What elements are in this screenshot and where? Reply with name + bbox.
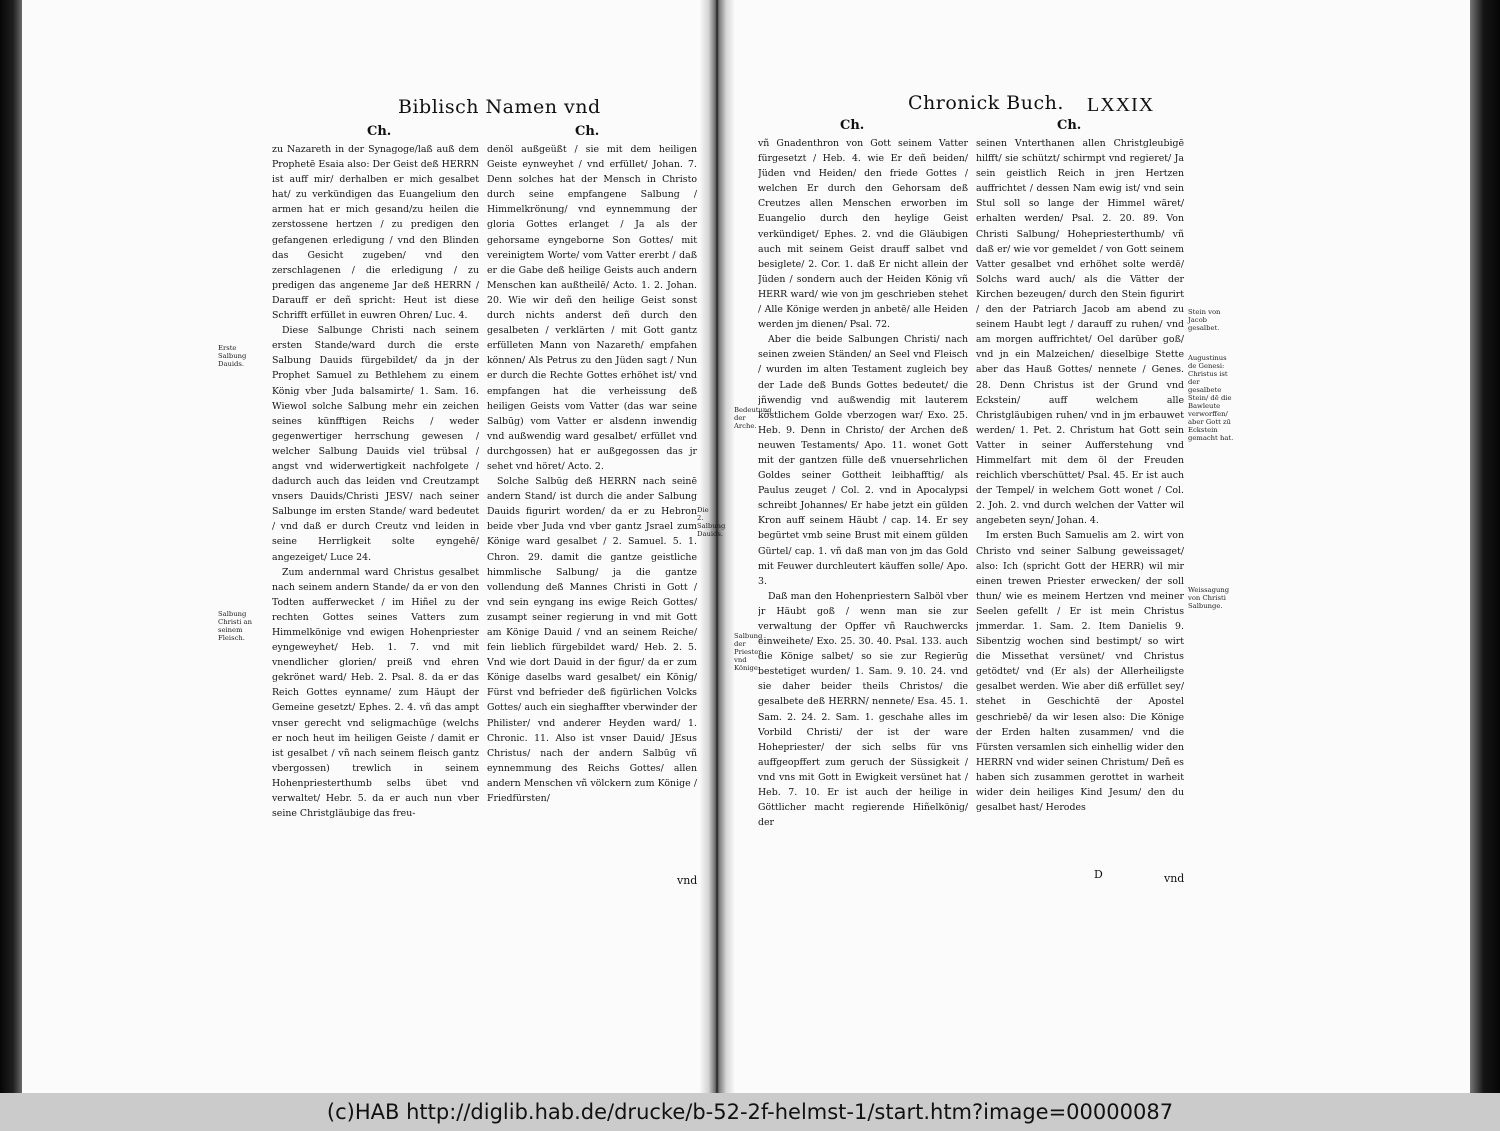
margin-note: Die 2. Salbung Dauids. — [697, 506, 726, 538]
paragraph: seinen Vnterthanen allen Christgleubigē hilfft/ sie schützt/ schirmpt vnd regieret/ Ja sein geistlich Reich in jren Hertzen auffrichtet / dessen Nam ewig ist/ vnd sein Stul soll so lange der Himmel wäret/ erhalten werden/ Psal. 2. 20. 89. Von Christi Salbung/ Hohepriesterthumb/ vñ daß er/ wie vor gemeldet / von Gott seinem Vatter gesalbet vnd erhöhet solte werdē/ Solchs ward auch/ als die Vätter der Kirchen bezeugen/ durch den Stein figurirt / den der Patriarch Jacob am abend zu seinem Haubt legt / darauff zu ruhen/ vnd am morgen auffrichtet/ Oel darüber goß/ vnd jn ein Malzeichen/ dieselbige Stette aber das Hauß Gottes/ nennete / Genes. 28. Denn Christus ist der Grund vnd Eckstein/ auff welchem alle Christgläubigen ruhen/ vnd in jm erbauwet werden/ 1. Pet. 2. Christum hat Gott sein Vatter in seiner Aufferstehung vnd Himmelfart mit dem öl der Freuden reichlich vberschüttet/ Psal. 45. Er ist auch der Tempel/ in welchem Gott wonet / Col. 2. Joh. 2. vnd durch welchen der Vatter wil angebeten seyn/ Johan. 4. — [976, 138, 1184, 527]
left-running-head: Biblisch Namen vnd — [398, 96, 601, 118]
right-column-2 — [976, 136, 1184, 879]
right-catchword: vnd — [1164, 872, 1185, 885]
right-running-head: Chronick Buch. — [908, 92, 1064, 114]
paragraph: Zum andernmal ward Christus gesalbet nach seinem andern Stande/ da er von den Todten aufferwecket / im Hiñel zu der rechten Gottes seines Vatters zum Himmelkönige vnd ewigen Hohenpriester eyngeweyhet/ Heb. 1. 7. vnd mit vnendlicher glorien/ preiß vnd ehren gekrönet ward/ Heb. 2. Psal. 8. da er das Reich Gottes eynname/ zum Häupt der Gemeine gesetzt/ Ephes. 2. 4. vñ das ampt vnser gerecht vnd seligmachūge (welchs er noch heut im heiligen Geiste / damit er ist gesalbet / vñ nach seinem fleisch gantz vbergossen) trewlich in seinem Hohenpriesterthumb selbs übet vnd verwaltet/ Hebr. 5. da er auch nun vber seine Christgläubige das freu- — [272, 566, 479, 820]
left-col1-heading: Ch. — [367, 124, 392, 139]
scan-edge-right — [1470, 0, 1500, 1093]
margin-note: Erste Salbung Dauids. — [218, 344, 247, 368]
margin-note: Weissagung von Christi Salbunge. — [1188, 586, 1230, 610]
margin-note: Stein von Jacob gesalbet. — [1188, 308, 1221, 332]
left-column-2 — [487, 142, 697, 877]
right-col2-heading: Ch. — [1057, 118, 1082, 133]
book-gutter — [700, 0, 734, 1093]
paragraph: denöl außgeüßt / sie mit dem heiligen Geiste eynweyhet / vnd erfüllet/ Johan. 7. Denn solches hat der Mensch in Christo durch seine empfangene Salbung / Himmelkrönung/ vnd eynnemmung der gloria Gottes erlanget / Ja als der gehorsame eyngeborne Son Gottes/ mit vereinigtem Worte/ vom Vatter ererbt / daß er die Gabe deß heilige Geists auch andern Menschen kan außtheilē/ Acto. 1. 2. Johan. 20. Wie wir deñ den heilige Geist sonst durch nichts anderst deñ durch den gesalbeten / verklärten / mit Gott gantz erfülleten Mann von Nazareth/ empfahen können/ Als Petrus zu den Jüden sagt / Nun er durch die Rechte Gottes erhöhet ist/ vnd empfangen hat die verheissung deß heiligen Geists vom Vatter (das war seine Salbūg) vom Vatter er alsdenn inwendig vnd außwendig ward gesalbet/ erfüllet vnd durchgossen) hat er außgegossen das jr sehet vnd höret/ Acto. 2. — [487, 144, 697, 472]
left-catchword: vnd — [677, 874, 698, 887]
paragraph: Diese Salbunge Christi nach seinem ersten Stande/ward durch die erste Salbung Dauids fürgebildet/ da jn der Prophet Samuel zu Bethlehem zu einem König vber Juda balsamirte/ 1. Sam. 16. Wiewol solche Salbung mehr ein zeichen seines künfftigen Reichs / weder gegenwertiger herrschung gewesen / welcher Salbung Dauids viel trübsal / angst vnd widerwertigkeit nachfolgete / dadurch auch das leiden vnd Creutzampt vnsers Dauids/Christi JESV/ nach seiner Salbunge im ersten Stande/ ward bedeutet / vnd daß er durch Creutz vnd leiden in seine Herrligkeit solte eyngehē/ angezeiget/ Luce 24. — [272, 325, 479, 563]
paragraph: Daß man den Hohenpriestern Salböl vber jr Häubt goß / wenn man sie zur verwaltung der Opffer vñ Rauchwercks einweihete/ Exo. 25. 30. 40. Psal. 133. auch die Könige salbet/ so sie zur Regierūg bestetiget wurden/ 1. Sam. 9. 10. 24. vnd sie daher beider theils Christos/ die gesalbete deß HERRN/ nennete/ Esa. 45. 1. Sam. 2. 24. 2. Sam. 1. geschahe alles im Vorbild Christi/ der ist der ware Hohepriester/ der sich selbs für vns auffgeopffert zum geruch der Süssigkeit / vnd vns mit Gott in Ewigkeit versünet hat / Heb. 7. 10. Er ist auch der heilige in Göttlicher macht regierende Hiñelkönig/ der — [758, 590, 968, 829]
left-page — [22, 0, 726, 1093]
right-page — [734, 0, 1470, 1093]
margin-note: Salbung Christi an seinem Fleisch. — [218, 610, 252, 642]
folio-number: LXXIX — [1087, 94, 1155, 116]
margin-note: Salbung der Priester vnd Könige. — [734, 632, 763, 672]
paragraph: Aber die beide Salbungen Christi/ nach seinen zweien Ständen/ an Seel vnd Fleisch / wurden im alten Testament zugleich bey der Lade deß Bunds Gottes bedeutet/ die jñwendig vnd außwendig mit lauterem köstlichem Golde vberzogen war/ Exo. 25. Heb. 9. Denn in Christo/ der Archen deß neuwen Testaments/ Apo. 11. wonet Gott mit der gantzen fülle deß vnuersehrlichen Goldes seiner Gottheit leibhafftig/ als Paulus zeuget / Col. 2. vnd in Apocalypsi schreibt Johannes/ Er habe jetzt ein gülden Kron auff seinem Häubt / cap. 14. Er sey begürtet vmb seine Brust mit einem gülden Gürtel/ cap. 1. vñ daß man von jm das Gold mit Feuwer durchleutert käuffen solle/ Apo. 3. — [758, 334, 968, 587]
scan-edge-left — [0, 0, 22, 1093]
right-column-1 — [758, 136, 968, 869]
left-col2-heading: Ch. — [575, 124, 600, 139]
right-col1-heading: Ch. — [840, 118, 865, 133]
paragraph: Im ersten Buch Samuelis am 2. wirt von Christo vnd seiner Salbung geweissaget/ also: Ich (spricht Gott der HERR) wil mir einen trewen Priester erwecken/ der soll thun/ wie es meinem Hertzen vnd meiner Seelen gefellt / Er ist mein Christus jmmerdar. 1. Sam. 2. Item Danielis 9. Sibentzig wochen sind bestimpt/ so wirt die Missethat versünet/ vnd Christus getödtet/ vnd (Er als) der Allerheiligste gesalbet werden. Wie aber diß erfüllet sey/ stehet in Geschichtē der Apostel geschriebē/ da wir lesen also: Die Könige der Erden halten zusammen/ vnd die Fürsten versamlen sich einhellig wider den HERRN vnd wider seinen Christum/ Deñ es haben sich zusammen gerottet in warheit wider dein heiliges Kind Jesum/ den du gesalbet hast/ Herodes — [976, 530, 1184, 814]
paragraph: zu Nazareth in der Synagoge/laß auß dem Prophetē Esaia also: Der Geist deß HERRN ist auff mir/ derhalben er mich gesalbet hat/ zu verkündigen das Euangelium den armen hat er mich gesand/zu heilen die zerstossene hertzen / zu predigen den gefangenen erledigung / vnd den Blinden das Gesicht zugeben/ vnd den zerschlagenen / die erledigung / zu predigen das angeneme Jar deß HERRN / Darauff er deñ spricht: Heut ist diese Schrifft erfüllet in euwren Ohren/ Luc. 4. — [272, 144, 479, 322]
paragraph: Solche Salbūg deß HERRN nach seinē andern Stand/ ist durch die ander Salbung Dauids figurirt worden/ da er zu Hebron beide vber Juda vnd vber gantz Jsrael zum Könige ward gesalbet / 2. Samuel. 5. 1. Chron. 29. damit die gantze geistliche himmlische Salbung/ ja die gantze vollendung deß Mannes Christi in Gott / vnd sein eyngang ins ewige Reich Gottes/ zusampt seiner regierung in vnd mit Gott am Könige Dauid / vnd an seinem Reiche/ fein lieblich fürgebildet ward/ Heb. 2. 5. Vnd wie dort Dauid in der figur/ da er zum Könige daselbs ward gesalbet/ ein König/ Fürst vnd befrieder deß figürlichen Volcks Gottes/ auch ein sieghaffter vberwinder der Philister/ vnd anderer Heyden ward/ 1. Chronic. 11. Also ist vnser Dauid/ JEsus Christus/ nach der andern Salbūg vñ eynnemmung des Reichs Gottes/ allen andern Menschen vñ völckern zum Könige / Friedfürsten/ — [487, 476, 697, 805]
margin-note: Bedeutung der Arche. — [734, 406, 772, 430]
signature-mark: D — [1094, 868, 1103, 881]
copyright-footer: (c)HAB http://diglib.hab.de/drucke/b-52-2f-helmst-1/start.htm?image=00000087 — [0, 1093, 1500, 1131]
left-column-1 — [272, 142, 479, 876]
margin-note: Augustinus de Genesi: Christus ist der gesalbete Stein/ dē die Bawleute verworffen/ aber Gott zū Eckstein gemacht hat. — [1188, 354, 1234, 442]
paragraph: vñ Gnadenthron von Gott seinem Vatter fürgesetzt / Heb. 4. wie Er deñ beiden/ Jüden vnd Heiden/ den friede Gottes / welchen Er durch den Gehorsam deß Creutzes allen Menschen erworben im Euangelio durch den heylige Geist verkündiget/ Ephes. 2. vnd die Gläubigen auch mit seinem Geist drauff salbet vnd besiglete/ 2. Cor. 1. daß Er nicht allein der Jüden / sondern auch der Heiden König vñ HERR ward/ wie von jm geschrieben stehet / Alle Könige werden jn anbetē/ alle Heiden werden jm dienen/ Psal. 72. — [758, 138, 968, 331]
